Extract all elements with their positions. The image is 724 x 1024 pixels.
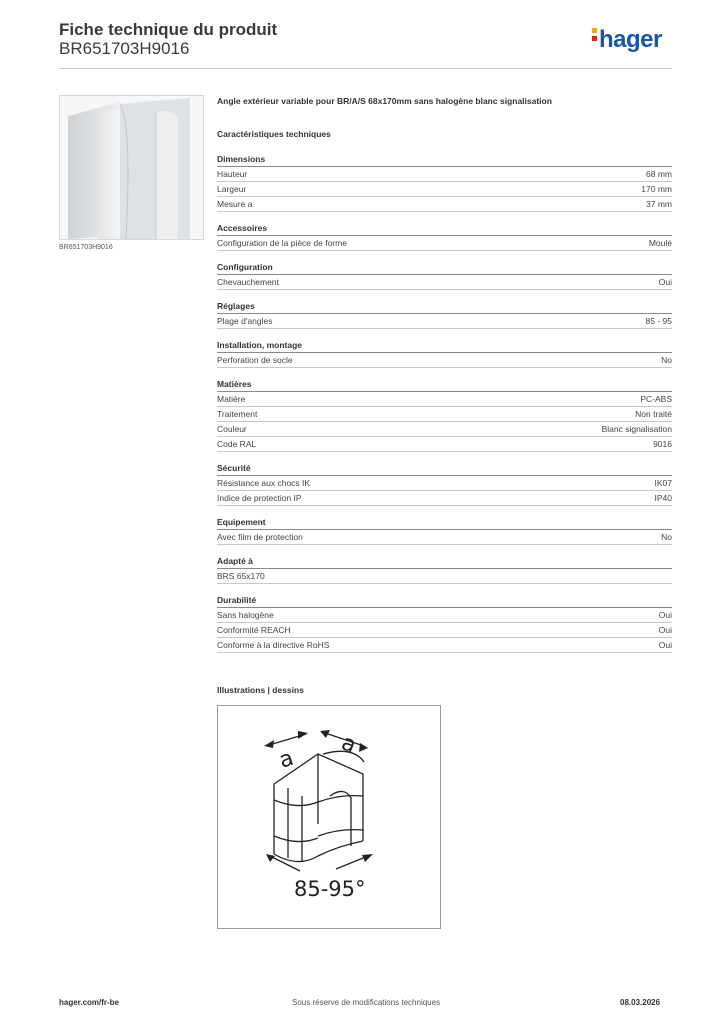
spec-section <box>217 555 672 584</box>
spec-row <box>217 182 672 197</box>
spec-label: Hauteur <box>217 169 248 179</box>
spec-row <box>217 608 672 623</box>
section-title: Adapté à <box>217 555 672 569</box>
spec-section <box>217 339 672 368</box>
spec-label: Chevauchement <box>217 277 279 287</box>
spec-label: Perforation de socle <box>217 355 293 365</box>
spec-section <box>217 462 672 506</box>
logo-dots-icon <box>592 28 597 44</box>
dimension-a-right: a <box>337 730 360 759</box>
footer-notice: Sous réserve de modifications techniques <box>292 998 441 1007</box>
hager-logo <box>592 26 662 54</box>
spec-label: Sans halogène <box>217 610 274 620</box>
product-photo <box>59 95 204 240</box>
spec-value: Oui <box>658 610 672 620</box>
dimension-a-left: a <box>276 745 297 774</box>
section-title: Réglages <box>217 300 672 314</box>
spec-row <box>217 422 672 437</box>
spec-row <box>217 314 672 329</box>
spec-section <box>217 153 672 212</box>
section-title: Durabilité <box>217 594 672 608</box>
section-title: Dimensions <box>217 153 672 167</box>
footer-date: 08.03.2026 <box>620 998 661 1007</box>
spec-section <box>217 378 672 452</box>
page-title: Fiche technique du produit <box>59 20 278 39</box>
spec-row <box>217 353 672 368</box>
spec-label: Configuration de la pièce de forme <box>217 238 347 248</box>
spec-row <box>217 437 672 452</box>
product-description: Angle extérieur variable pour BR/A/S 68x170mm sans halogène blanc signalisation <box>217 96 552 106</box>
spec-value: No <box>661 532 672 542</box>
spec-value: Blanc signalisation <box>601 424 672 434</box>
spec-value: Oui <box>658 625 672 635</box>
spec-row <box>217 569 672 584</box>
spec-sections <box>217 153 672 653</box>
spec-row <box>217 197 672 212</box>
spec-label: Largeur <box>217 184 247 194</box>
spec-label: Traitement <box>217 409 258 419</box>
spec-label: Couleur <box>217 424 247 434</box>
section-title: Installation, montage <box>217 339 672 353</box>
spec-value: 85 - 95 <box>645 316 672 326</box>
angle-range-label: 85-95° <box>294 877 366 901</box>
spec-value: Oui <box>658 277 672 287</box>
spec-value: 37 mm <box>646 199 672 209</box>
spec-label: Mesure a <box>217 199 253 209</box>
spec-content <box>217 95 672 653</box>
spec-label: Plage d'angles <box>217 316 273 326</box>
section-title: Configuration <box>217 261 672 275</box>
spec-label: Résistance aux chocs IK <box>217 478 311 488</box>
product-reference: BR651703H9016 <box>59 39 190 58</box>
spec-label: Conforme à la directive RoHS <box>217 640 330 650</box>
spec-value: Moulé <box>648 238 672 248</box>
product-photo-image <box>60 96 203 239</box>
spec-value: 170 mm <box>641 184 672 194</box>
spec-row <box>217 407 672 422</box>
spec-label: Matière <box>217 394 246 404</box>
illustrations-title: Illustrations | dessins <box>217 685 304 695</box>
spec-section <box>217 594 672 653</box>
tech-section-title: Caractéristiques techniques <box>217 129 331 139</box>
section-title: Accessoires <box>217 222 672 236</box>
spec-label: Avec film de protection <box>217 532 303 542</box>
spec-value: IK07 <box>654 478 672 488</box>
spec-label: Code RAL <box>217 439 257 449</box>
photo-caption: BR651703H9016 <box>59 244 113 251</box>
spec-row <box>217 476 672 491</box>
spec-section <box>217 222 672 251</box>
spec-row <box>217 491 672 506</box>
spec-row <box>217 167 672 182</box>
spec-value: Non traité <box>635 409 672 419</box>
spec-row <box>217 638 672 653</box>
logo-text: hager <box>599 26 662 53</box>
header-divider <box>59 68 672 69</box>
spec-value: 68 mm <box>646 169 672 179</box>
section-title: Equipement <box>217 516 672 530</box>
spec-section <box>217 261 672 290</box>
spec-value: 9016 <box>653 439 672 449</box>
spec-value: PC-ABS <box>640 394 672 404</box>
spec-section <box>217 516 672 545</box>
spec-row <box>217 275 672 290</box>
spec-value: Oui <box>658 640 672 650</box>
spec-label: Indice de protection IP <box>217 493 302 503</box>
spec-value: IP40 <box>654 493 672 503</box>
spec-value: No <box>661 355 672 365</box>
spec-row <box>217 236 672 251</box>
spec-row <box>217 530 672 545</box>
spec-label: Conformité REACH <box>217 625 291 635</box>
section-title: Matières <box>217 378 672 392</box>
illustration-drawing <box>217 705 441 929</box>
section-title: Sécurité <box>217 462 672 476</box>
spec-label: BRS 65x170 <box>217 571 265 581</box>
spec-section <box>217 300 672 329</box>
footer-website[interactable]: hager.com/fr-be <box>59 998 120 1007</box>
dimension-drawing <box>218 706 440 928</box>
spec-row <box>217 392 672 407</box>
spec-row <box>217 623 672 638</box>
